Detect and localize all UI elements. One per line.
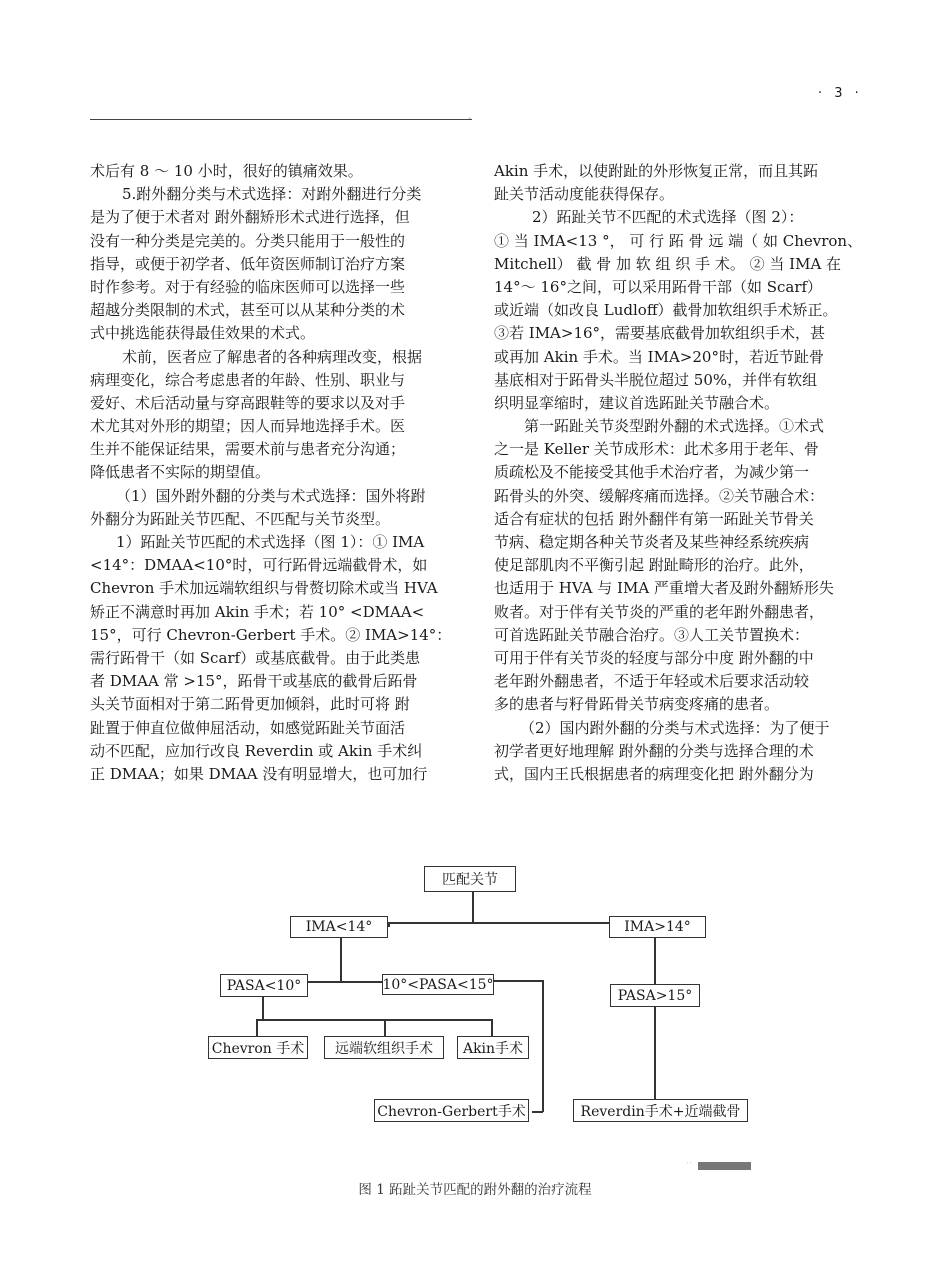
figure-caption: 图 1 跖趾关节匹配的跗外翻的治疗流程 — [358, 1182, 592, 1198]
connector — [340, 938, 342, 981]
text-line: 5.跗外翻分类与术式选择：对跗外翻进行分类 — [122, 185, 422, 204]
text-line: 病理变化，综合考虑患者的年龄、性别、职业与 — [90, 370, 406, 389]
header-rule — [90, 119, 472, 120]
text-line: 指导，或便于初学者、低年资医师制订治疗方案 — [90, 254, 406, 273]
text-line: 正 DMAA；如果 DMAA 没有明显增大，也可加行 — [90, 764, 428, 783]
text-line: 术尤其对外形的期望；因人而异地选择手术。医 — [90, 417, 406, 436]
connector — [384, 1019, 386, 1036]
text-line: 或近端（如改良 Ludloff）截骨加软组织手术矫正。 — [494, 301, 838, 320]
text-line: 矫正不满意时再加 Akin 手术；若 10° <DMAA< — [90, 602, 425, 621]
text-line: 式，国内王氏根据患者的病理变化把 跗外翻分为 — [494, 764, 814, 783]
flow-akin-box: Akin手术 — [457, 1036, 529, 1059]
text-line: Akin 手术，以使跗趾的外形恢复正常，而且其跖 — [494, 162, 819, 180]
flow-pasa-mid-box: 10°<PASA<15° — [382, 974, 494, 995]
text-line: 使足部肌肉不平衡引起 跗趾畸形的治疗。此外， — [494, 556, 814, 575]
flow-ima-low-box: IMA<14° — [290, 916, 388, 938]
text-line: 趾置于伸直位做伸屈活动，如感觉跖趾关节面活 — [90, 718, 406, 737]
text-line: Mitchell） 截 骨 加 软 组 织 手 术。 ② 当 IMA 在 — [494, 254, 842, 273]
text-line: <14°：DMAA<10°时，可行跖骨远端截骨术，如 — [90, 556, 428, 575]
text-line: 式中挑选能获得最佳效果的术式。 — [90, 324, 316, 343]
text-line: 生并不能保证结果，需要术前与患者充分沟通； — [90, 440, 406, 459]
connector — [472, 892, 474, 922]
connector — [532, 1111, 543, 1113]
text-line: 老年跗外翻患者，不适于年轻或术后要求活动较 — [494, 672, 810, 691]
text-line: 15°，可行 Chevron-Gerbert 手术。② IMA>14°： — [90, 625, 452, 644]
connector — [262, 997, 264, 1019]
text-line: 头关节面相对于第二跖骨更加倾斜，此时可将 跗 — [90, 695, 410, 714]
connector — [388, 922, 390, 927]
flow-chevron-gerbert-box: Chevron-Gerbert手术 — [374, 1099, 529, 1122]
text-line: 也适用于 HVA 与 IMA 严重增大者及跗外翻矫形失 — [494, 579, 834, 598]
text-line: Chevron 手术加远端软组织与骨赘切除术或当 HVA — [90, 579, 438, 598]
text-line: ① 当 IMA<13 °， 可 行 跖 骨 远 端（ 如 Chevron、 — [494, 231, 863, 250]
flow-soft-tissue-box: 远端软组织手术 — [324, 1036, 444, 1059]
page-number: · 3 · — [818, 86, 863, 101]
connector — [491, 1019, 493, 1036]
text-line: 是为了便于术者对 跗外翻矫形术式进行选择，但 — [90, 208, 410, 227]
text-line: 14°～ 16°之间，可以采用跖骨干部（如 Scarf） — [494, 277, 823, 296]
text-line: 败者。对于伴有关节炎的严重的老年跗外翻患者， — [494, 602, 825, 621]
text-line: 可用于伴有关节炎的轻度与部分中度 跗外翻的中 — [494, 648, 814, 667]
flow-ima-high-box: IMA>14° — [609, 916, 706, 938]
left-column — [90, 160, 485, 786]
connector — [654, 1007, 656, 1099]
flow-reverdin-box: Reverdin手术+近端截骨 — [573, 1099, 748, 1122]
flow-pasa-low-box: PASA<10° — [220, 974, 308, 997]
grey-bar — [698, 1162, 751, 1170]
text-line: 第一跖趾关节炎型跗外翻的术式选择。①术式 — [524, 417, 825, 436]
text-line: 或再加 Akin 手术。当 IMA>20°时，若近节趾骨 — [494, 347, 824, 366]
text-line: 没有一种分类是完美的。分类只能用于一般性的 — [90, 231, 406, 250]
grey-tick: ˙˙ — [686, 1162, 692, 1169]
text-line: 节病、稳定期各种关节炎者及某些神经系统疾病 — [494, 533, 810, 551]
text-line: 超越分类限制的术式，甚至可以从某种分类的术 — [90, 301, 406, 320]
text-line: 术后有 8 ～ 10 小时，很好的镇痛效果。 — [90, 162, 363, 180]
flow-pasa-high-box: PASA>15° — [610, 984, 700, 1007]
text-line: 适合有症状的包括 跗外翻伴有第一跖趾关节骨关 — [494, 509, 814, 528]
connector — [494, 980, 542, 982]
text-line: 质疏松及不能接受其他手术治疗者，为减少第一 — [494, 463, 810, 482]
text-line: 趾关节活动度能获得保存。 — [494, 185, 675, 204]
text-line: 需行跖骨干（如 Scarf）或基底截骨。由于此类患 — [90, 648, 421, 667]
text-line: 基底相对于跖骨头半脱位超过 50%，并伴有软组 — [494, 370, 818, 389]
text-line: 可首选跖趾关节融合治疗。③人工关节置换术： — [494, 625, 810, 644]
connector — [256, 1019, 492, 1021]
right-column — [494, 160, 894, 786]
flow-chevron-box: Chevron 手术 — [208, 1036, 308, 1059]
text-line: （2）国内跗外翻的分类与术式选择：为了便于 — [520, 718, 830, 737]
text-line: 时作参考。对于有经验的临床医师可以选择一些 — [90, 277, 406, 296]
text-line: 外翻分为跖趾关节匹配、不匹配与关节炎型。 — [90, 509, 391, 528]
text-line: 术前，医者应了解患者的各种病理改变，根据 — [122, 347, 423, 366]
flow-root-box: 匹配关节 — [424, 866, 516, 892]
text-line: 织明显挛缩时，建议首选跖趾关节融合术。 — [494, 393, 780, 412]
connector — [256, 1019, 258, 1036]
text-line: ③若 IMA>16°，需要基底截骨加软组织手术，甚 — [494, 324, 826, 343]
text-line: 者 DMAA 常 >15°，跖骨干或基底的截骨后跖骨 — [90, 672, 418, 691]
text-line: （1）国外跗外翻的分类与术式选择：国外将跗 — [116, 486, 426, 505]
text-line: 降低患者不实际的期望值。 — [90, 463, 271, 482]
text-line: 2）跖趾关节不匹配的术式选择（图 2）： — [532, 208, 804, 227]
text-line: 动不匹配，应加行改良 Reverdin 或 Akin 手术纠 — [90, 741, 423, 760]
connector — [654, 938, 656, 984]
connector — [542, 980, 544, 1112]
text-line: 跖骨头的外突、缓解疼痛而选择。②关节融合术： — [494, 486, 825, 505]
text-line: 爱好、术后活动量与穿高跟鞋等的要求以及对手 — [90, 393, 406, 412]
text-line: 1）跖趾关节匹配的术式选择（图 1）：① IMA — [116, 533, 425, 551]
text-line: 之一是 Keller 关节成形术：此术多用于老年、骨 — [494, 440, 819, 459]
text-line: 多的患者与籽骨跖骨关节病变疼痛的患者。 — [494, 695, 780, 714]
text-line: 初学者更好地理解 跗外翻的分类与选择合理的术 — [494, 741, 814, 760]
flowchart-diagram — [0, 850, 950, 1210]
header-rule-tick: ˘ — [468, 117, 472, 125]
